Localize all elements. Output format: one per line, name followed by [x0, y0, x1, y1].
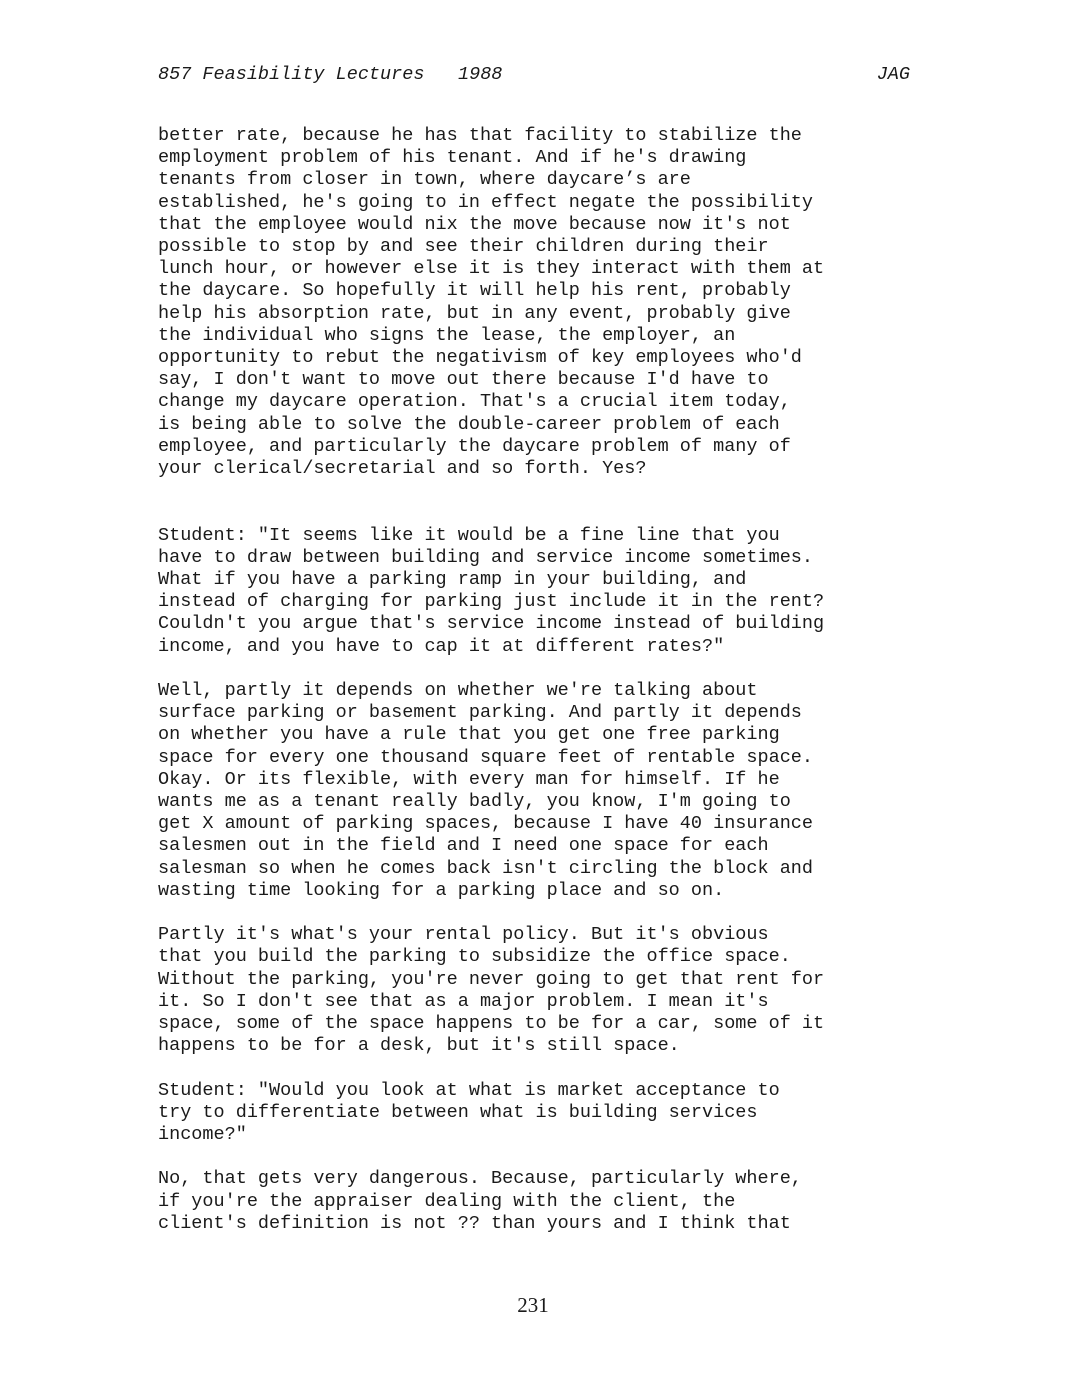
paragraph-answer-market: No, that gets very dangerous. Because, particularly where, if you're the appraiser dealing with the client, the client's definition is not ?? than yours and I think that — [158, 1168, 802, 1234]
header-title: 857 Feasibility Lectures — [158, 64, 425, 85]
paragraph-student-question-parking: Student: "It seems like it would be a fine line that you have to draw between building and service income sometimes. What if you have a parking ramp in your building, and instead of charging for parking just include it in the rent? Couldn't you argue that's service income instead of building income, and you have to cap it at different rates?" — [158, 524, 825, 657]
paragraph-answer-parking: Well, partly it depends on whether we're talking about surface parking or basement parking. And partly it depends on whether you have a rule that you get one free parking space for every one thousand square feet of rentable space. Okay. Or its flexible, with every man for himself. If he wants me as a tenant really badly, you know, I'm going to get X amount of parking spaces, because I have 40 insurance salesmen out in the field and I need one space for each salesman so when he comes back isn't circling the block and wasting time looking for a parking place and so on. — [158, 680, 814, 901]
header-year: 1988 — [458, 64, 503, 85]
page-number: 231 — [517, 1293, 549, 1317]
document-body — [158, 125, 938, 1257]
paragraph-rental-policy: Partly it's what's your rental policy. But it's obvious that you build the parking to subsidize the office space. Without the parking, you're never going to get that rent for it. So I don't see that as a major problem. I mean it's space, some of the space happens to be for a car, some of it happens to be for a desk, but it's still space. — [158, 924, 825, 1057]
page-header — [158, 62, 910, 88]
paragraph-daycare: better rate, because he has that facility to stabilize the employment problem of his tenant. And if he's drawing tenants from closer in town, where daycare’s are established, he's going to in effect negate the possibility that the employee would nix the move because now it's not possible to stop by and see their children during their lunch hour, or however else it is they interact with them at the daycare. So hopefully it will help his rent, probably help his absorption rate, but in any event, probably give the individual who signs the lease, the employer, an opportunity to rebut the negativism of key employees who'd say, I don't want to move out there because I'd have to change my daycare operation. That's a crucial item today, is being able to solve the double-career problem of each employee, and particularly the daycare problem of many of your clerical/secretarial and so forth. Yes? — [158, 125, 825, 480]
header-initials: JAG — [876, 64, 910, 85]
paragraph-student-question-market: Student: "Would you look at what is market acceptance to try to differentiate between what is building services income?" — [158, 1079, 780, 1146]
